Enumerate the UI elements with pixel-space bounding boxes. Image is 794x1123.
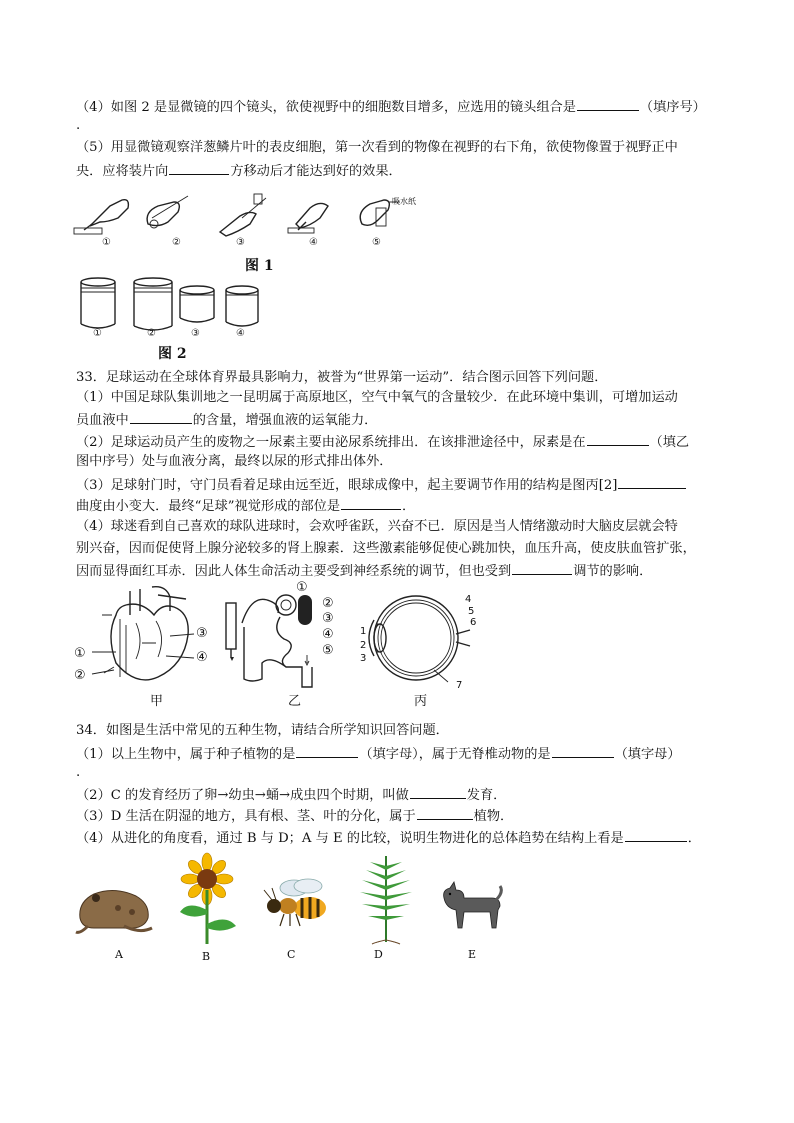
q34-p2-blank[interactable]: [410, 785, 466, 799]
nephron-label-5: ⑤: [322, 643, 334, 658]
q33-p4-line2: 别兴奋，因而促使肾上腺分泌较多的肾上腺素．这些激素能够促使心跳加快，血压升高，使皮肤血管扩张，: [76, 541, 696, 556]
fig2-lenses-illustration: [76, 276, 276, 336]
q33-p1-text3: 的含量，增强血液的运氧能力．: [192, 413, 378, 428]
fig1-caption: 图 1: [245, 258, 274, 274]
q33-p2-text: （2）足球运动员产生的废物之一尿素主要由泌尿系统排出．在该排泄途径中，尿素是在: [76, 435, 586, 450]
nephron-label-2: ②: [322, 596, 334, 611]
q32-p4-hint: （填序号）: [639, 100, 706, 115]
fig2-caption: 图 2: [158, 346, 187, 362]
q33-p3-period: ．: [402, 499, 416, 514]
nephron-label-3: ③: [322, 611, 334, 626]
frog-picture: [74, 878, 154, 938]
lens1-label: ①: [93, 328, 102, 339]
heart-label-3: ③: [196, 626, 208, 641]
q32-part4-line2: [76, 117, 80, 135]
heart-label-2: ②: [74, 668, 86, 683]
fig1-step5-label: ⑤: [372, 237, 381, 248]
q34-p1-blank1[interactable]: [296, 744, 358, 758]
q33-p3-blank2[interactable]: [341, 496, 401, 510]
sunflower-picture: [172, 854, 242, 946]
q32-part4-line1: [76, 97, 706, 117]
fig1-step4-label: ④: [309, 237, 318, 248]
eye-label-4: 4: [465, 594, 472, 605]
q34-p2-line: [76, 785, 506, 805]
dog-picture: [434, 876, 504, 932]
q34-p4-blank[interactable]: [625, 828, 687, 842]
q34-p2-text2: 发育．: [466, 788, 507, 803]
q33-p3-text: （3）足球射门时，守门员看着足球由远至近，眼球成像中，起主要调节作用的结构是图丙[2]: [76, 478, 618, 493]
organism-label-c: C: [287, 948, 296, 961]
eye-label-6: 6: [470, 617, 477, 628]
nephron-caption: 乙: [288, 694, 302, 709]
lens3-label: ③: [191, 328, 200, 339]
q32-p5-blank[interactable]: [169, 161, 229, 175]
q33-p4-text2: 调节的影响．: [573, 564, 653, 579]
q32-p4-text: （4）如图 2 是显微镜的四个镜头，欲使视野中的细胞数目增多，应选用的镜头组合是: [76, 100, 576, 115]
q32-part5-line2: [76, 161, 402, 181]
q34-p4-line: [76, 828, 701, 848]
q33-p2-line1: [76, 432, 689, 452]
q34-p1-line2: .: [76, 765, 81, 780]
heart-label-1: ①: [74, 646, 86, 661]
fig1-step2-label: ②: [172, 237, 181, 248]
q33-p2-blank[interactable]: [587, 432, 649, 446]
q34-p1-line1: [76, 744, 681, 764]
q34-p3-text: （3）D 生活在阴湿的地方，具有根、茎、叶的分化，属于: [76, 809, 416, 824]
organism-label-a: A: [115, 948, 123, 961]
step4-hand-coverslip: [288, 203, 328, 233]
q33-p2-hint: （填乙: [649, 435, 690, 450]
q33-p3-line1: [76, 475, 687, 495]
heart-leader-lines: [86, 626, 206, 686]
step3-hand-needle: [220, 194, 266, 236]
fern-picture: [352, 852, 422, 944]
q33-p3-text2: 曲度由小变大．最终“足球”视觉形成的部位是: [76, 499, 341, 514]
q33-p3-line2: [76, 496, 415, 516]
q32-p4-period: .: [76, 118, 81, 133]
step2-hand-forceps: [147, 196, 188, 228]
q34-p1-hint: （填字母）: [614, 747, 681, 762]
q34-p1-text2: （填字母），属于无脊椎动物的是: [359, 747, 551, 762]
eye-diagram: [352, 590, 475, 690]
q33-p4-text: 因而显得面红耳赤．因此人体生命活动主要受到神经系统的调节，但也受到: [76, 564, 512, 579]
q34-p3-line: [76, 806, 513, 826]
eye-label-7: 7: [456, 680, 463, 691]
lens3: [180, 286, 214, 322]
heart-caption: 甲: [150, 694, 164, 709]
q32-p5-text3: 方移动后才能达到好的效果．: [230, 164, 402, 179]
q34-p1-blank2[interactable]: [552, 744, 614, 758]
q33-p4-blank[interactable]: [512, 561, 572, 575]
q33-p1-text: （1）中国足球队集训地之一昆明属于高原地区，空气中氧气的含量较少．在此环境中集训，可增加运动: [76, 390, 678, 405]
q34-p4-text: （4）从进化的角度看，通过 B 与 D；A 与 E 的比较，说明生物进化的总体趋势在结构上看是: [76, 831, 624, 846]
eye-caption: 丙: [414, 694, 428, 709]
q32-p4-blank[interactable]: [577, 97, 639, 111]
q33-p1-line1: [76, 389, 678, 407]
eye-label-1: 1: [360, 626, 367, 637]
q34-stem: 34．如图是生活中常见的五种生物，请结合所学知识回答问题．: [76, 723, 449, 738]
q34-p3-blank[interactable]: [417, 806, 473, 820]
nephron-label-1: ①: [296, 580, 308, 595]
bee-picture: [258, 874, 332, 930]
nephron-label-4: ④: [322, 627, 334, 642]
q33-p1-blank[interactable]: [130, 410, 192, 424]
q33-p4-line1: （4）球迷看到自己喜欢的球队进球时，会欢呼雀跃，兴奋不已．原因是当人情绪激动时大脑皮层就会特: [76, 519, 678, 534]
lens2: [134, 278, 172, 330]
q32-part5-line1: [76, 139, 678, 157]
q33-stem: 33．足球运动在全球体育界最具影响力，被誉为“世界第一运动”．结合图示回答下列问题．: [76, 370, 608, 385]
q33-p2-line2: 图中序号）处与血液分离，最终以尿的形式排出体外．: [76, 454, 393, 469]
lens2-label: ②: [147, 328, 156, 339]
q33-p1-line2: [76, 410, 377, 430]
q34-p1-text: （1）以上生物中，属于种子植物的是: [76, 747, 296, 762]
fig1-step3-label: ③: [236, 237, 245, 248]
organism-label-e: E: [468, 948, 477, 961]
q34-p4-period: ．: [687, 831, 701, 846]
q34-p3-text2: 植物．: [473, 809, 514, 824]
lens4-label: ④: [236, 328, 245, 339]
q32-p5-text2: 央．应将装片向: [76, 164, 169, 179]
q33-p3-blank1[interactable]: [618, 475, 686, 489]
eye-label-2: 2: [360, 640, 367, 651]
lens1: [81, 278, 115, 328]
lens4: [226, 286, 258, 326]
q32-p5-text: （5）用显微镜观察洋葱鳞片叶的表皮细胞，第一次看到的物像在视野的右下角，欲使物像置于视野正中: [76, 140, 678, 155]
q33-p4-line3: [76, 561, 652, 581]
step1-hand-slide: [74, 200, 128, 234]
eye-label-3: 3: [360, 653, 367, 664]
blotting-paper-label: 吸水纸: [392, 197, 416, 206]
q34-p2-text: （2）C 的发育经历了卵→幼虫→蛹→成虫四个时期，叫做: [76, 788, 409, 803]
organism-label-b: B: [202, 950, 211, 963]
q33-p1-text2: 员血液中: [76, 413, 129, 428]
organism-label-d: D: [374, 948, 383, 961]
eye-label-5: 5: [468, 606, 475, 617]
nephron-diagram: [222, 583, 332, 693]
heart-label-4: ④: [196, 650, 208, 665]
fig1-step1-label: ①: [102, 237, 111, 248]
